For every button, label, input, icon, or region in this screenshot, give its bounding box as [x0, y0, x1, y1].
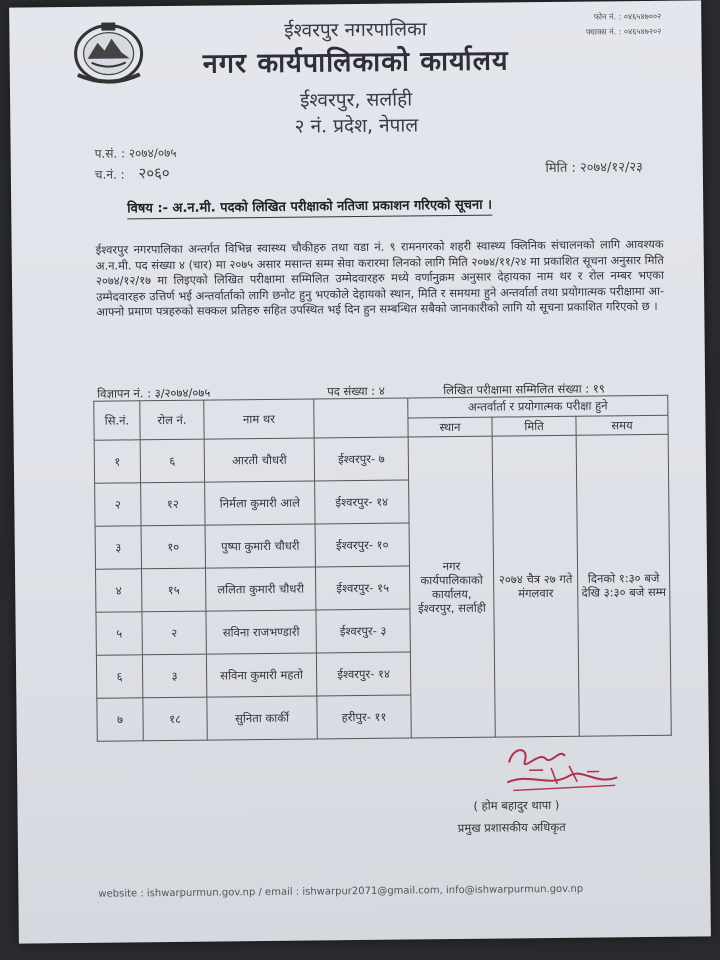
- cell-roll: १५: [142, 568, 206, 612]
- reference-chn: [95, 163, 170, 184]
- cell-roll: १२: [141, 482, 205, 526]
- cell-name: आरती चौधरी: [204, 438, 314, 482]
- header-name: नाम थर: [204, 399, 314, 439]
- table-row: [94, 434, 668, 483]
- notice-meta: [97, 381, 669, 401]
- cell-sn: ६: [96, 655, 142, 698]
- contact-fax: फ्याक्स नं. : ०४६५४७२०२: [585, 26, 662, 37]
- header-sn: सि.नं.: [94, 401, 140, 440]
- cell-address: ईश्वरपुर- ३: [316, 609, 410, 653]
- notice-number: विज्ञापन नं. : ३/२०७४/०७५: [97, 385, 211, 401]
- province-line: २ नं. प्रदेश, नेपाल: [294, 114, 419, 138]
- header-interview-group: अन्तर्वार्ता र प्रयोगात्मक परीक्षा हुने: [408, 395, 668, 417]
- cell-date: २०७४ चैत्र २७ गते मंगलवार: [492, 435, 579, 737]
- header-address: [314, 398, 408, 438]
- cell-roll: १८: [143, 697, 207, 741]
- footer-contact: website : ishwarpurmun.gov.np / email : ishwarpur2071@gmail.com, info@ishwarpurmun.gov.np: [98, 883, 584, 900]
- municipality-name: ईश्वरपुर नगरपालिका: [284, 18, 427, 42]
- cell-sn: ४: [96, 569, 142, 612]
- header-roll: रोल नं.: [140, 400, 204, 440]
- header-time: समय: [576, 415, 668, 435]
- cell-address: ईश्वरपुर- १४: [316, 652, 410, 696]
- cell-name: पुष्पा कुमारी चौधरी: [205, 524, 315, 568]
- cell-address: ईश्वरपुर- ७: [314, 437, 408, 481]
- cell-roll: ३: [142, 654, 206, 698]
- cell-roll: १०: [141, 525, 205, 569]
- cell-name: निर्मला कुमारी आले: [205, 481, 315, 525]
- reference-ps: प.सं. : २०७४/०७५: [94, 145, 177, 161]
- notice-subject: विषय :- अ.न.मी. पदको लिखित परीक्षाको नतिजा प्रकाशन गरिएको सूचना ।: [127, 195, 492, 220]
- cell-sn: ३: [95, 526, 141, 569]
- cell-name: सुनिता कार्की: [207, 696, 317, 740]
- office-title: नगर कार्यपालिकाको कार्यालय: [202, 45, 509, 80]
- reference-chn-label: च.नं. :: [94, 167, 125, 182]
- signatory-title: प्रमुख प्रशासकीय अधिकृत: [457, 819, 566, 835]
- header-place: स्थान: [408, 417, 492, 437]
- header-date: मिति: [492, 416, 576, 436]
- reference-chn-value: २०६०: [138, 163, 170, 183]
- cell-sn: १: [94, 440, 140, 483]
- handwritten-signature: [499, 741, 630, 796]
- cell-address: ईश्वरपुर- १०: [315, 523, 409, 567]
- cell-sn: २: [95, 483, 141, 526]
- office-location: ईश्वरपुर, सर्लाही: [299, 88, 413, 112]
- post-count: पद संख्या : ४: [327, 383, 385, 399]
- cell-time: दिनको १:३० बजे देखि ३:३० बजे सम्म: [576, 434, 671, 736]
- notice-body: ईश्वरपुर नगरपालिका अन्तर्गत विभिन्न स्वास्थ्य चौकीहरु तथा वडा नं. ९ रामनगरको शहरी स्वास्थ्य क्लिनिक संचालनको लागि आवश्यक अ.न.मी. पद संख्या ४ (चार) मा २०७५ असार मसान्त सम्म सेवा करारमा लिनको लागि मिति २०७४/११/२४ मा प्रकाशित सूचना अनुसार मिति २०७४/१२/१७ मा लिइएको लिखित परीक्षामा सम्मिलित उम्मेदवारहरु मध्ये वर्णानुक्रम अनुसार देहायका नाम थर र रोल नम्बर भएका उम्मेदवारहरु उत्तिर्ण भई अन्तर्वार्ताको लागि छनोट हुनु भएकोले देहायको स्थान, मिति र समयमा हुने अन्तर्वार्ता तथा प्रयोगात्मक परीक्षामा आ-आफ्नो प्रमाण पत्रहरुको सक्कल प्रतिहरु सहित उपस्थित भई दिन हुन सम्बन्धित सबैको जानकारीको लागि यो सूचना प्रकाशित गरिएको छ ।: [95, 236, 665, 320]
- cell-roll: ६: [140, 439, 204, 483]
- contact-block: [586, 9, 662, 40]
- cell-sn: ७: [97, 698, 143, 741]
- cell-name: ललिता कुमारी चौधरी: [205, 567, 315, 611]
- results-table: [93, 395, 672, 742]
- cell-sn: ५: [96, 612, 142, 655]
- contact-phone: फोन नं. : ०४६५४७००२: [593, 11, 662, 22]
- notice-paper: [9, 0, 711, 943]
- cell-address: हरीपुर- ११: [317, 695, 411, 739]
- signatory-name: ( होम बहादुर थापा ): [473, 797, 560, 813]
- notice-date: मिति : २०७४/१२/२३: [545, 160, 643, 177]
- appeared-count: लिखित परीक्षामा सम्मिलित संख्या : १९: [443, 381, 605, 398]
- cell-name: सविना कुमारी महतो: [206, 653, 316, 697]
- cell-address: ईश्वरपुर- १४: [315, 480, 409, 524]
- cell-place: नगर कार्यपालिकाको कार्यालय, ईश्वरपुर, सर्लाही: [408, 436, 495, 738]
- cell-address: ईश्वरपुर- १५: [315, 566, 409, 610]
- cell-name: सविना राजभण्डारी: [206, 610, 316, 654]
- cell-roll: २: [142, 611, 206, 655]
